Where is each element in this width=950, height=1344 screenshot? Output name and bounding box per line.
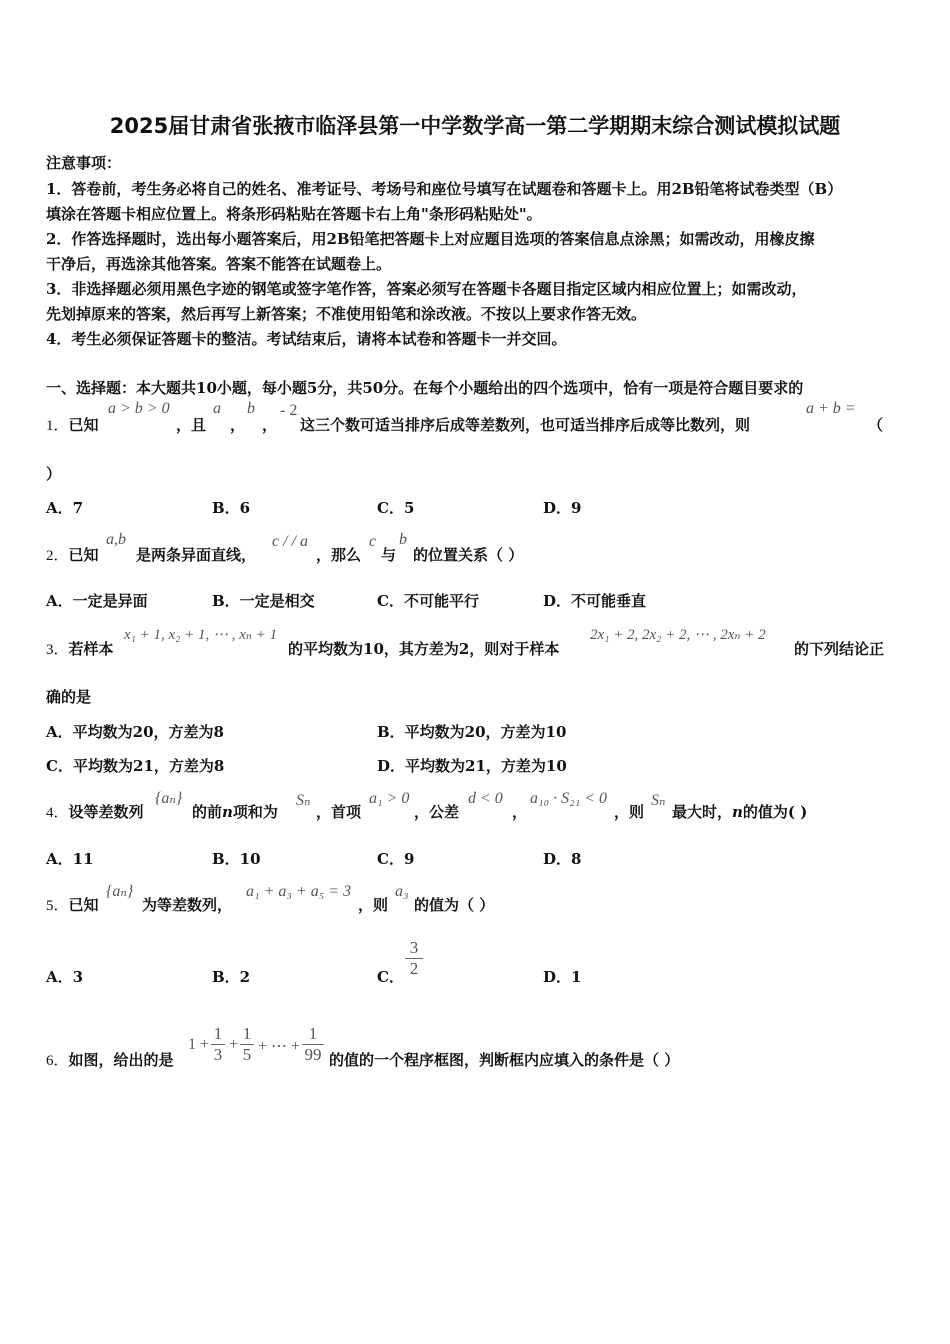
- q3-option-d: D．平均数为21，方差为10: [377, 757, 567, 775]
- q2-option-c: C．不可能平行: [377, 592, 479, 610]
- page-title: 2025届甘肃省张掖市临泽县第一中学数学高一第二学期期末综合测试模拟试题: [109, 114, 841, 138]
- question-6-number: 6．: [46, 1053, 69, 1069]
- q4-text-3: ，首项: [316, 803, 362, 821]
- q5-text-1: 已知: [68, 896, 99, 914]
- q2-text-4: 与: [381, 546, 397, 564]
- q2-math-3: c: [369, 533, 377, 550]
- q4-option-d: D．8: [543, 850, 582, 868]
- q5-text-2: 为等差数列，: [142, 896, 233, 914]
- q3-text-4: 确的是: [46, 688, 92, 706]
- q6-fraction-1: [211, 1024, 225, 1065]
- q2-text-5: 的位置关系（ ）: [413, 546, 524, 564]
- notice-line-7: 4．考生必须保证答题卡的整洁。考试结束后，请将本试卷和答题卡一并交回。: [46, 330, 567, 348]
- q4-text-1: 设等差数列: [68, 803, 144, 821]
- q3-text-3: 的下列结论正: [794, 640, 885, 658]
- q5-option-a: A．3: [46, 968, 84, 986]
- q3-option-b: B．平均数为20，方差为10: [377, 723, 567, 741]
- q4-text-2a: 的前: [192, 803, 223, 821]
- q6-fraction-2: [240, 1024, 254, 1065]
- q6-text-2: 的值的一个程序框图，判断框内应填入的条件是（ ）: [329, 1051, 680, 1069]
- q5-option-b: B．2: [212, 968, 251, 986]
- fraction-numerator: 1: [213, 1024, 223, 1043]
- q4-text-2: [192, 801, 278, 822]
- question-1-number: 1．: [46, 418, 69, 434]
- q6-plus-1: +: [229, 1036, 239, 1053]
- notice-heading: 注意事项：: [46, 154, 122, 172]
- q3-option-a: A．平均数为20，方差为8: [46, 723, 224, 741]
- q1-text-6: （: [868, 416, 884, 434]
- q4-math-1: {aₙ}: [155, 790, 183, 807]
- q3-option-c: C．平均数为21，方差为8: [46, 757, 225, 775]
- q5-option-c: C．: [377, 968, 404, 986]
- notice-line-4: 干净后，再选涂其他答案。答案不能答在试题卷上。: [46, 255, 392, 273]
- q1-math-3: b: [247, 400, 255, 417]
- q2-math-2: c / / a: [272, 533, 308, 550]
- q5-option-d: D．1: [543, 968, 582, 986]
- q4-math-2: Sₙ: [296, 792, 311, 809]
- fraction-numerator: 1: [242, 1024, 252, 1043]
- q4-text-8: 的值为( ): [742, 803, 808, 821]
- question-2-stem: [46, 544, 99, 565]
- fraction-numerator: 1: [308, 1024, 318, 1043]
- q5-text-3: ，则: [358, 896, 389, 914]
- q5-math-1: {aₙ}: [106, 883, 134, 900]
- fraction-denominator: 99: [304, 1045, 322, 1064]
- q5-option-c-fraction: [405, 938, 423, 979]
- q3-text-2: 的平均数为10，其方差为2，则对于样本: [288, 640, 560, 658]
- question-5-number: 5．: [46, 898, 69, 914]
- q4-option-b: B．10: [212, 850, 261, 868]
- q1-text-2: ，且: [176, 416, 207, 434]
- q1-math-5: a + b =: [806, 400, 856, 417]
- q1-option-d: D．9: [543, 499, 582, 517]
- q1-text-4: ，: [262, 416, 278, 434]
- fraction-numerator: 3: [409, 938, 419, 957]
- q1-text-3: ，: [230, 416, 246, 434]
- question-1-stem: [46, 414, 99, 435]
- notice-line-6: 先划掉原来的答案，然后再写上新答案；不准使用铅笔和涂改液。不按以上要求作答无效。: [46, 305, 647, 323]
- notice-line-1: 1．答卷前，考生务必将自己的姓名、准考证号、考场号和座位号填写在试题卷和答题卡上。用2B铅笔将试卷类型（B）: [46, 180, 843, 198]
- q4-text-7n: n: [732, 803, 743, 821]
- q1-math-4: - 2: [280, 402, 298, 419]
- q6-fraction-3: [302, 1024, 324, 1065]
- q6-lead: 1 +: [188, 1036, 210, 1053]
- q4-text-2n: n: [222, 803, 233, 821]
- question-2-number: 2．: [46, 548, 69, 564]
- q4-option-c: C．9: [377, 850, 415, 868]
- fraction-denominator: 3: [213, 1045, 223, 1064]
- q4-option-a: A．11: [46, 850, 94, 868]
- q4-text-4: ，公差: [414, 803, 460, 821]
- q3-math-1: x₁ + 1, x₂ + 1, ⋯ , xₙ + 1: [124, 627, 278, 643]
- q3-math-2: 2x₁ + 2, 2x₂ + 2, ⋯ , 2xₙ + 2: [590, 627, 766, 643]
- fraction-denominator: 5: [242, 1045, 252, 1064]
- q6-text-1: 如图，给出的是: [68, 1051, 174, 1069]
- q4-math-4: d < 0: [468, 790, 503, 807]
- q2-option-a: A．一定是异面: [46, 592, 148, 610]
- question-3-stem: [46, 638, 114, 659]
- q2-text-1: 已知: [68, 546, 99, 564]
- q3-text-1: 若样本: [68, 640, 114, 658]
- question-4-stem: [46, 801, 144, 822]
- q1-text-5: 这三个数可适当排序后成等差数列，也可适当排序后成等比数列，则: [300, 416, 751, 434]
- q1-option-c: C．5: [377, 499, 415, 517]
- q4-text-6: ，则: [614, 803, 645, 821]
- q4-text-5: ，: [512, 803, 528, 821]
- q2-option-b: B．一定是相交: [212, 592, 315, 610]
- q4-math-6: Sₙ: [651, 792, 666, 809]
- q2-math-4: b: [399, 531, 407, 548]
- q5-text-4: 的值为（ ）: [414, 896, 495, 914]
- question-3-number: 3．: [46, 642, 69, 658]
- notice-line-3: 2．作答选择题时，选出每小题答案后，用2B铅笔把答题卡上对应题目选项的答案信息点涂黑；如需改动，用橡皮擦: [46, 230, 815, 248]
- notice-line-5: 3．非选择题必须用黑色字迹的钢笔或签字笔作答，答案必须写在答题卡各题目指定区域内相应位置上；如需改动，: [46, 280, 807, 298]
- q2-math-1: a,b: [106, 531, 126, 548]
- q5-math-3: a₃: [395, 883, 409, 900]
- q1-math-1: a > b > 0: [108, 400, 170, 417]
- q6-plus-2: + ⋯ +: [258, 1038, 301, 1055]
- q1-option-a: A．7: [46, 499, 84, 517]
- q2-text-2: 是两条异面直线，: [136, 546, 257, 564]
- question-5-stem: [46, 894, 99, 915]
- q1-math-2: a: [213, 400, 221, 417]
- q4-math-5: a₁₀ · S₂₁ < 0: [530, 790, 608, 807]
- question-4-number: 4．: [46, 805, 69, 821]
- section-heading: 一、选择题：本大题共10小题，每小题5分，共50分。在每个小题给出的四个选项中，恰有一项是符合题目要求的: [46, 379, 804, 397]
- q1-text-7: ）: [46, 465, 62, 483]
- q5-math-2: a₁ + a₃ + a₅ = 3: [246, 883, 352, 900]
- notice-line-2: 填涂在答题卡相应位置上。将条形码粘贴在答题卡右上角"条形码粘贴处"。: [46, 205, 542, 223]
- q4-text-2b: 项和为: [232, 803, 278, 821]
- question-6-stem: [46, 1049, 174, 1070]
- q4-text-7a: 最大时，: [672, 803, 733, 821]
- q2-text-3: ，那么: [316, 546, 362, 564]
- q4-text-7: [672, 801, 807, 822]
- q4-math-3: a₁ > 0: [369, 790, 410, 807]
- q1-text-1: 已知: [68, 416, 99, 434]
- q1-option-b: B．6: [212, 499, 251, 517]
- q2-option-d: D．不可能垂直: [543, 592, 647, 610]
- fraction-denominator: 2: [409, 959, 419, 978]
